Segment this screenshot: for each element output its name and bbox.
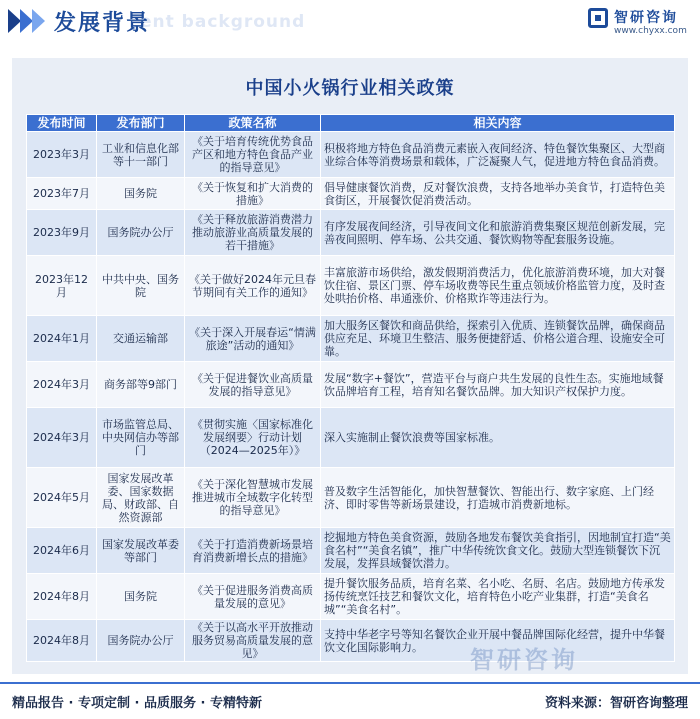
cell-content: 有序发展夜间经济，引导夜间文化和旅游消费集聚区规范创新发展，完善夜间照明、停车场、公共交通、餐饮购物等配套服务设施。 xyxy=(321,210,675,256)
table-row xyxy=(27,574,675,620)
source-note: 资料来源：智研咨询整理 xyxy=(544,696,688,711)
cell-date: 2024年3月 xyxy=(27,408,97,468)
cell-date: 2023年12月 xyxy=(27,256,97,316)
cell-dept: 交通运输部 xyxy=(97,316,185,362)
table-row xyxy=(27,362,675,408)
cell-policy-name: 《关于恢复和扩大消费的措施》 xyxy=(185,178,321,210)
cell-date: 2024年8月 xyxy=(27,620,97,662)
footer-divider xyxy=(0,682,700,684)
logo-url: www.chyxx.com xyxy=(614,26,687,36)
cell-content: 积极将地方特色食品消费元素嵌入夜间经济、特色餐饮集聚区、大型商业综合体等消费场景和载体，广泛凝聚人气，促进地方特色食品消费。 xyxy=(321,132,675,178)
cell-date: 2024年6月 xyxy=(27,528,97,574)
cell-policy-name: 《贯彻实施〈国家标准化发展纲要〉行动计划（2024—2025年）》 xyxy=(185,408,321,468)
cell-dept: 国家发展改革委、国家数据局、财政部、自然资源部 xyxy=(97,468,185,528)
footer xyxy=(0,676,700,719)
logo-mark-icon xyxy=(588,8,608,28)
cell-policy-name: 《关于打造消费新场景培育消费新增长点的措施》 xyxy=(185,528,321,574)
cell-policy-name: 《关于培育传统优势食品产区和地方特色食品产业的指导意见》 xyxy=(185,132,321,178)
cell-content: 支持中华老字号等知名餐饮企业开展中餐品牌国际化经营，提升中华餐饮文化国际影响力。 xyxy=(321,620,675,662)
brand-logo xyxy=(588,6,694,42)
policy-table xyxy=(26,114,675,662)
table-row xyxy=(27,178,675,210)
cell-content: 丰富旅游市场供给，激发假期消费活力，优化旅游消费环境，加大对餐饮住宿、景区门票、停车场收费等民生重点领域价格监管力度，及时查处哄抬价格、串通涨价、价格欺诈等违法行为。 xyxy=(321,256,675,316)
page-title: 发展背景 xyxy=(54,11,151,36)
table-title: 中国小火锅行业相关政策 xyxy=(245,78,455,99)
column-header-dept: 发布部门 xyxy=(97,115,185,132)
footer-tags: 精品报告 · 专项定制 · 品质服务 · 专精特新 xyxy=(12,696,262,711)
column-header-date: 发布时间 xyxy=(27,115,97,132)
cell-date: 2023年7月 xyxy=(27,178,97,210)
cell-dept: 工业和信息化部等十一部门 xyxy=(97,132,185,178)
cell-dept: 中共中央、国务院 xyxy=(97,256,185,316)
table-header-row xyxy=(27,115,675,132)
table-row xyxy=(27,468,675,528)
cell-content: 发展“数字+餐饮”，营造平台与商户共生发展的良性生态。实施地域餐饮品牌培育工程，培育知名餐饮品牌。加大知识产权保护力度。 xyxy=(321,362,675,408)
cell-date: 2024年5月 xyxy=(27,468,97,528)
cell-date: 2024年1月 xyxy=(27,316,97,362)
cell-dept: 国务院 xyxy=(97,178,185,210)
table-row xyxy=(27,408,675,468)
cell-date: 2023年3月 xyxy=(27,132,97,178)
column-header-content: 相关内容 xyxy=(321,115,675,132)
cell-policy-name: 《关于释放旅游消费潜力推动旅游业高质量发展的若干措施》 xyxy=(185,210,321,256)
cell-policy-name: 《关于以高水平开放推动服务贸易高质量发展的意见》 xyxy=(185,620,321,662)
column-header-name: 政策名称 xyxy=(185,115,321,132)
cell-date: 2024年8月 xyxy=(27,574,97,620)
cell-dept: 市场监管总局、中央网信办等部门 xyxy=(97,408,185,468)
table-row xyxy=(27,256,675,316)
cell-dept: 国务院办公厅 xyxy=(97,210,185,256)
cell-dept: 国务院办公厅 xyxy=(97,620,185,662)
cell-content: 普及数字生活智能化，加快智慧餐饮、智能出行、数字家庭、上门经济、即时零售等新场景建设，打造城市消费新地标。 xyxy=(321,468,675,528)
table-row xyxy=(27,132,675,178)
cell-content: 挖掘地方特色美食资源，鼓励各地发布餐饮美食指引，因地制宜打造“美食名村”“美食名镇”，推广中华传统饮食文化。鼓励大型连锁餐饮下沉发展，发挥县域餐饮潜力。 xyxy=(321,528,675,574)
cell-dept: 商务部等9部门 xyxy=(97,362,185,408)
cell-content: 深入实施制止餐饮浪费等国家标准。 xyxy=(321,408,675,468)
cell-content: 提升餐饮服务品质，培育名菜、名小吃、名厨、名店。鼓励地方传承发扬传统烹饪技艺和餐饮文化，培育特色小吃产业集群，打造“美食名城”“美食名村”。 xyxy=(321,574,675,620)
cell-date: 2023年9月 xyxy=(27,210,97,256)
cell-policy-name: 《关于深入开展春运“情满旅途”活动的通知》 xyxy=(185,316,321,362)
cell-dept: 国务院 xyxy=(97,574,185,620)
cell-policy-name: 《关于促进服务消费高质量发展的意见》 xyxy=(185,574,321,620)
content-panel xyxy=(12,58,688,674)
watermark: 智研咨询 xyxy=(470,646,578,674)
table-row xyxy=(27,210,675,256)
cell-content: 加大服务区餐饮和商品供给，探索引入优质、连锁餐饮品牌，确保商品供应充足、环境卫生整洁、服务便捷舒适、价格公道合理、设施安全可靠。 xyxy=(321,316,675,362)
cell-policy-name: 《关于深化智慧城市发展推进城市全域数字化转型的指导意见》 xyxy=(185,468,321,528)
chevron-right-icon xyxy=(32,9,45,33)
table-row xyxy=(27,316,675,362)
table-row xyxy=(27,528,675,574)
table-body xyxy=(27,132,675,662)
cell-policy-name: 《关于促进餐饮业高质量发展的指导意见》 xyxy=(185,362,321,408)
logo-name: 智研咨询 xyxy=(614,10,678,26)
cell-policy-name: 《关于做好2024年元旦春节期间有关工作的通知》 xyxy=(185,256,321,316)
cell-dept: 国家发展改革委等部门 xyxy=(97,528,185,574)
top-bar xyxy=(0,0,700,44)
page-title-english: ent background xyxy=(140,12,306,32)
cell-content: 倡导健康餐饮消费，反对餐饮浪费，支持各地举办美食节，打造特色美食街区，开展餐饮促消费活动。 xyxy=(321,178,675,210)
cell-date: 2024年3月 xyxy=(27,362,97,408)
